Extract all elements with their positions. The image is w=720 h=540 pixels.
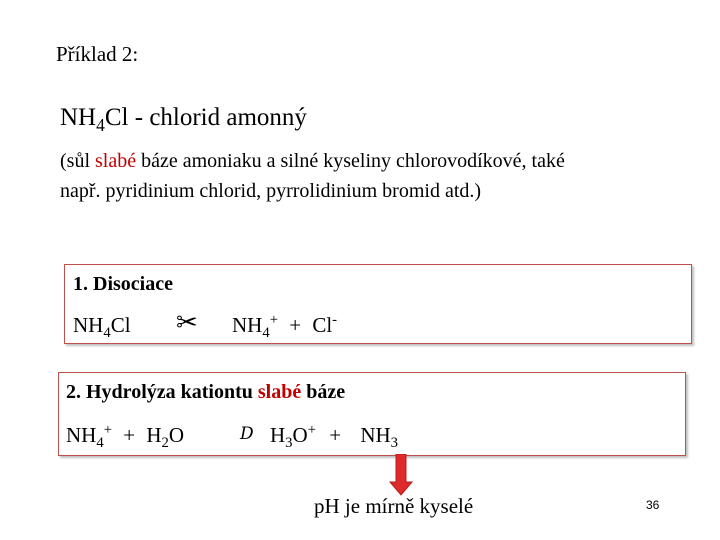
conclusion-text: pH je mírně kyselé — [314, 494, 474, 518]
step1-reactant: $NH_4Cl$ — [73, 313, 131, 342]
step2-products: $H_3O^+ + NH_3$ — [270, 422, 399, 452]
equilibrium-icon: D — [240, 424, 254, 444]
heading-name: chlorid amonný — [149, 104, 307, 131]
arrow-down-icon — [389, 454, 413, 496]
step1-arrow-icon: ✂ — [176, 308, 198, 338]
note-line-1: (sůl slabé báze amoniaku a silné kyseliny chlorovodíkové, také — [60, 150, 565, 172]
step1-title: 1. Disociace — [73, 273, 173, 295]
step1-products: $NH_4^+ + Cl^-$ — [232, 312, 338, 342]
step2-reactants: $NH_4^+ + H_2O$ — [66, 422, 185, 452]
heading-formula: $NH_4Cl$ — [60, 104, 129, 135]
compound-heading: $NH_4Cl$ - chlorid amonný — [60, 104, 307, 135]
step2-title: 2. Hydrolýza kationtu slabé báze — [66, 381, 346, 403]
slide-title: Příklad 2: — [56, 42, 139, 66]
note-line-2: např. pyridinium chlorid, pyrrolidinium bromid atd.) — [60, 180, 482, 202]
slabe-highlight: slabé — [95, 150, 137, 172]
page-number: 36 — [646, 498, 660, 512]
